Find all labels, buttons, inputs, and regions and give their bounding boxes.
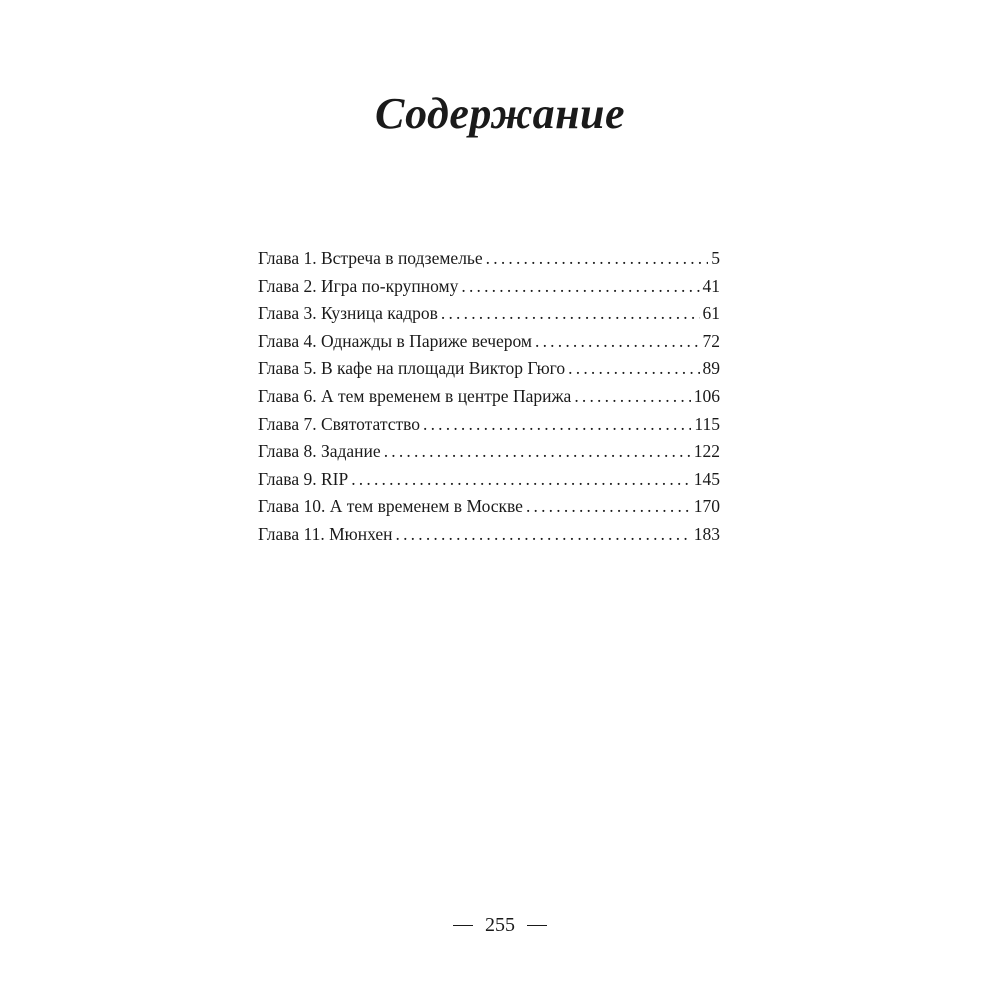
dash-right [527,925,547,927]
toc-entry-title: Глава 7. Святотатство [258,413,421,434]
page-number [0,914,1000,937]
toc-entry-title: Глава 11. Мюнхен [258,523,393,544]
toc-entry-page: 5 [711,248,720,268]
toc-entry [258,441,720,469]
dot-leader [461,276,699,297]
toc-entry-title: Глава 1. Встреча в подземелье [258,248,483,268]
toc-entry [258,524,720,552]
dot-leader [526,496,691,517]
toc-entry-page: 122 [693,441,720,462]
toc-entry-page: 41 [702,275,720,296]
dash-left [453,925,473,927]
dot-leader [423,414,691,435]
toc-entry-page: 115 [694,413,720,434]
toc-entry [258,303,720,331]
toc-entry-title: Глава 8. Задание [258,441,381,462]
toc-entry-title: Глава 2. Игра по-крупному [258,275,459,296]
toc-entry [258,248,720,276]
toc-entry-title: Глава 9. RIP [258,468,349,489]
toc-entry-page: 72 [702,330,720,351]
toc-entry-page: 145 [693,468,720,489]
toc-entry-title: Глава 4. Однажды в Париже вечером [258,330,533,351]
toc-entry-page: 170 [693,496,720,517]
dot-leader [384,441,691,462]
toc-entry-page: 106 [693,385,720,406]
toc-entry-page: 183 [693,523,720,544]
page-number-value: 255 [485,914,515,936]
dot-leader [535,331,699,352]
toc-entry-title: Глава 3. Кузница кадров [258,303,438,324]
dot-leader [441,303,700,324]
toc-entry [258,358,720,386]
toc-entry-page: 89 [702,358,720,379]
toc-entry [258,469,720,497]
toc-entry [258,386,720,414]
dot-leader [574,386,690,407]
toc-entry-title: Глава 6. А тем временем в центре Парижа [258,385,572,406]
toc-entry [258,276,720,304]
page-title: Содержание [374,89,626,138]
dot-leader [486,248,709,269]
toc-entry [258,331,720,359]
toc-entry [258,496,720,524]
dot-leader [568,358,699,379]
toc-entry [258,414,720,442]
dot-leader [351,469,691,490]
toc-entry-title: Глава 10. А тем временем в Москве [258,496,523,517]
toc-entry-title: Глава 5. В кафе на площади Виктор Гюго [258,358,566,379]
toc-entry-page: 61 [702,303,720,324]
dot-leader [396,524,691,545]
table-of-contents [258,248,720,552]
